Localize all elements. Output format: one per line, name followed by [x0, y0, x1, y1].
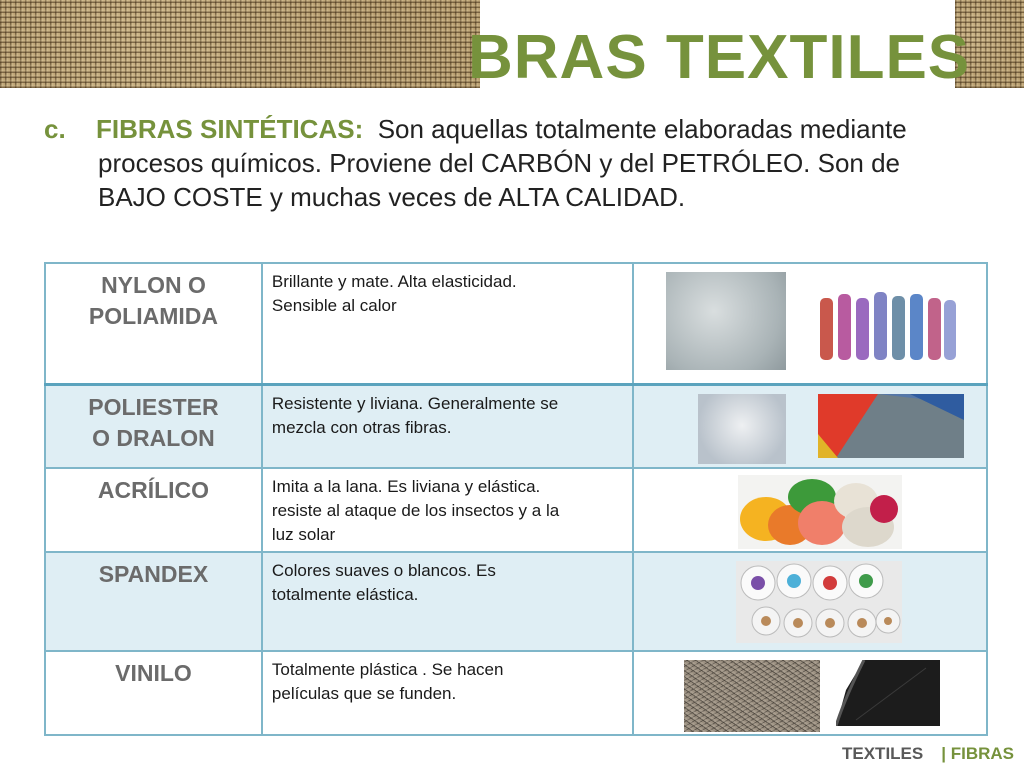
fiber-name: [46, 652, 261, 689]
fiber-desc-cell: [262, 552, 634, 651]
fiber-description: [263, 386, 633, 440]
nylon-stockings-photo: [814, 290, 962, 362]
intro-line-1: [44, 112, 1004, 146]
table-row-acrilico: [45, 468, 987, 552]
fibers-table: [44, 262, 988, 736]
table-row-nylon: [45, 263, 987, 384]
fiber-desc-line-2: películas que se funden.: [271, 684, 457, 703]
intro-line-2: procesos químicos. Proviene del CARBÓN y del PETRÓLEO. Son de: [98, 148, 901, 178]
spandex-spools-photo: [736, 561, 902, 643]
fiber-name: [46, 264, 261, 332]
fiber-desc-cell: [262, 468, 634, 552]
footer-section: TEXTILES: [842, 744, 924, 763]
fiber-name-line-1: SPANDEX: [98, 561, 209, 587]
fiber-desc-line-2: totalmente elástica.: [271, 585, 419, 604]
fiber-desc-line-2: Sensible al calor: [271, 296, 397, 315]
footer: [842, 744, 1014, 764]
fiber-description: [263, 553, 633, 607]
burlap-banner-left: [0, 0, 480, 88]
fiber-image-cell: [633, 263, 987, 384]
table-row-spandex: [45, 552, 987, 651]
acrylic-yarn-photo: [738, 475, 902, 549]
fiber-desc-line-3: luz solar: [271, 525, 336, 544]
fiber-name: [46, 553, 261, 590]
fiber-name: [46, 386, 261, 454]
list-marker: c.: [44, 114, 66, 144]
vinyl-felt-photo: [684, 660, 820, 732]
fiber-desc-line-1: Totalmente plástica . Se hacen: [271, 660, 504, 679]
fiber-name-cell: [45, 384, 262, 468]
fiber-name-cell: [45, 263, 262, 384]
fiber-name-line-2: O DRALON: [92, 424, 215, 451]
fiber-description: [263, 264, 633, 318]
table-row-poliester: [45, 384, 987, 468]
fiber-name-cell: [45, 468, 262, 552]
fiber-name-line-1: NYLON O: [101, 272, 206, 298]
slide-title: BRAS TEXTILES: [468, 23, 971, 92]
fiber-name: [46, 469, 261, 506]
intro-paragraph: [44, 112, 1004, 214]
fiber-name-line-1: ACRÍLICO: [97, 477, 210, 503]
fiber-name-line-1: POLIESTER: [88, 393, 219, 420]
intro-line-3: BAJO COSTE y muchas veces de ALTA CALIDAD.: [98, 182, 686, 212]
fiber-desc-line-1: Resistente y liviana. Generalmente se: [271, 393, 559, 413]
polyester-fiber-photo: [698, 394, 786, 464]
intro-text-1: Son aquellas totalmente elaboradas mediante: [377, 114, 907, 144]
table-row-vinilo: [45, 651, 987, 735]
vinyl-sheet-photo: [836, 660, 940, 726]
fiber-description: [263, 652, 633, 706]
nylon-fabric-photo: [666, 272, 786, 370]
fiber-name-line-1: VINILO: [115, 660, 192, 686]
fiber-name-cell: [45, 651, 262, 735]
fiber-image-cell: [633, 468, 987, 552]
fiber-desc-line-1: Colores suaves o blancos. Es: [271, 561, 496, 580]
fiber-desc-cell: [262, 384, 634, 468]
fiber-desc-line-1: Brillante y mate. Alta elasticidad.: [271, 272, 517, 291]
fiber-description: [263, 469, 633, 547]
fiber-desc-line-1: Imita a la lana. Es liviana y elástica.: [271, 477, 541, 496]
footer-page: | FIBRAS: [941, 744, 1014, 763]
fiber-desc-cell: [262, 263, 634, 384]
fiber-name-line-2: POLIAMIDA: [88, 303, 218, 329]
fiber-image-cell: [633, 384, 987, 468]
fiber-desc-cell: [262, 651, 634, 735]
fiber-image-cell: [633, 651, 987, 735]
fiber-name-cell: [45, 552, 262, 651]
fiber-desc-line-2: resiste al ataque de los insectos y a la: [271, 501, 560, 520]
polyester-fabrics-photo: [818, 394, 964, 458]
fiber-desc-line-2: mezcla con otras fibras.: [271, 417, 452, 437]
intro-term: FIBRAS SINTÉTICAS:: [96, 114, 364, 144]
fiber-image-cell: [633, 552, 987, 651]
